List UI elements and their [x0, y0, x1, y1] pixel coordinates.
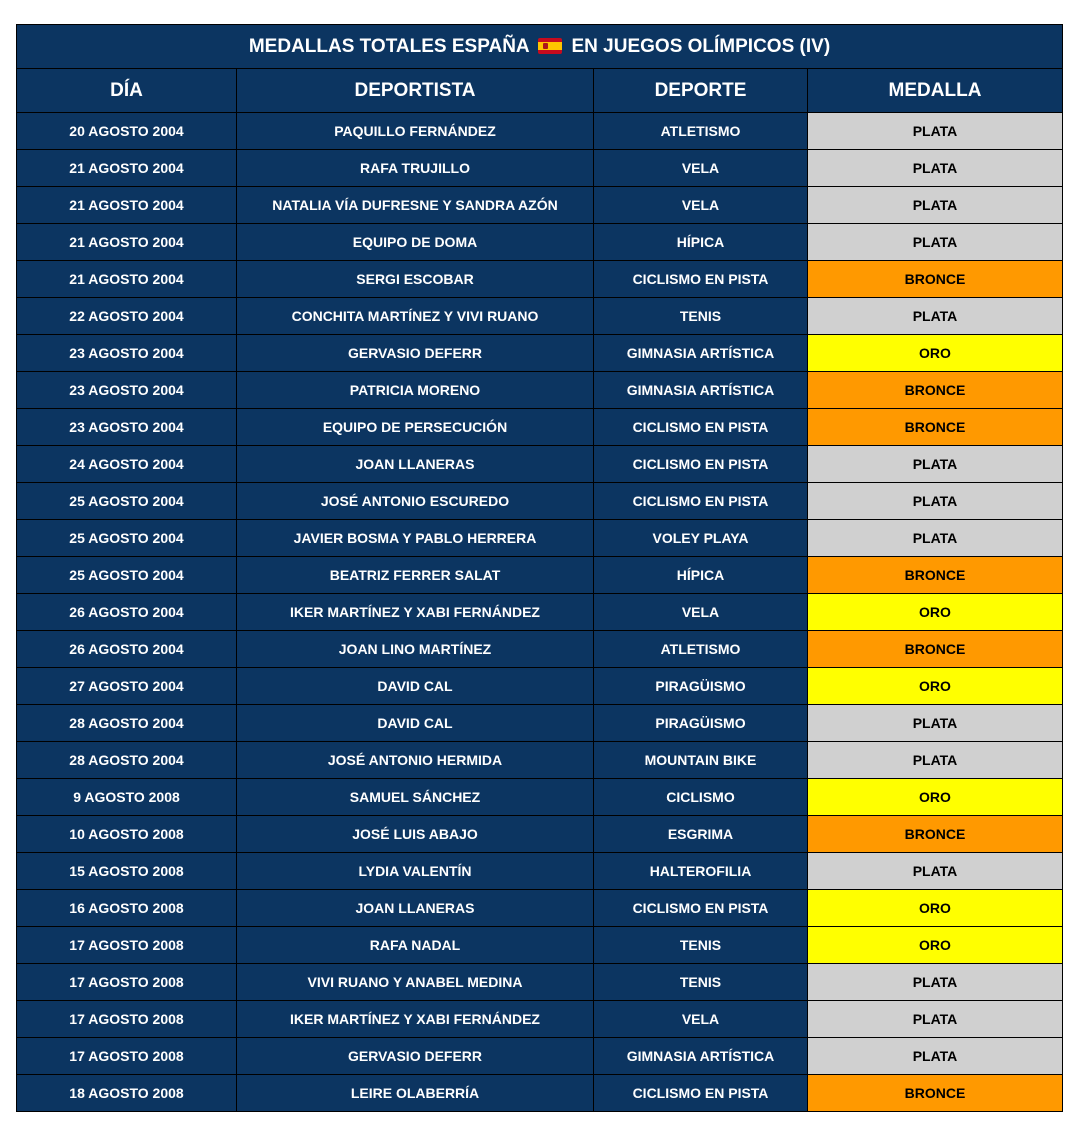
- cell-deporte: VELA: [594, 594, 808, 631]
- cell-deporte: VOLEY PLAYA: [594, 520, 808, 557]
- table-row: [17, 927, 1063, 964]
- cell-medalla: PLATA: [808, 446, 1063, 483]
- cell-deportista: JOSÉ ANTONIO ESCUREDO: [237, 483, 594, 520]
- cell-deportista: EQUIPO DE PERSECUCIÓN: [237, 409, 594, 446]
- table-row: [17, 483, 1063, 520]
- cell-medalla: PLATA: [808, 187, 1063, 224]
- table-row: [17, 816, 1063, 853]
- cell-dia: 27 AGOSTO 2004: [17, 668, 237, 705]
- cell-dia: 17 AGOSTO 2008: [17, 964, 237, 1001]
- table-title: [17, 25, 1063, 69]
- cell-deportista: JOSÉ ANTONIO HERMIDA: [237, 742, 594, 779]
- table-row: [17, 594, 1063, 631]
- cell-dia: 26 AGOSTO 2004: [17, 631, 237, 668]
- cell-deportista: RAFA NADAL: [237, 927, 594, 964]
- cell-deportista: IKER MARTÍNEZ Y XABI FERNÁNDEZ: [237, 1001, 594, 1038]
- cell-deportista: GERVASIO DEFERR: [237, 335, 594, 372]
- cell-deporte: HÍPICA: [594, 557, 808, 594]
- cell-medalla: BRONCE: [808, 557, 1063, 594]
- cell-deportista: BEATRIZ FERRER SALAT: [237, 557, 594, 594]
- spain-flag-icon: [538, 38, 562, 54]
- cell-deporte: ATLETISMO: [594, 631, 808, 668]
- cell-dia: 18 AGOSTO 2008: [17, 1075, 237, 1112]
- cell-dia: 25 AGOSTO 2004: [17, 557, 237, 594]
- table-row: [17, 631, 1063, 668]
- cell-deportista: VIVI RUANO Y ANABEL MEDINA: [237, 964, 594, 1001]
- cell-deportista: SERGI ESCOBAR: [237, 261, 594, 298]
- cell-deporte: GIMNASIA ARTÍSTICA: [594, 1038, 808, 1075]
- cell-medalla: PLATA: [808, 1038, 1063, 1075]
- cell-dia: 21 AGOSTO 2004: [17, 150, 237, 187]
- cell-medalla: PLATA: [808, 150, 1063, 187]
- cell-medalla: PLATA: [808, 113, 1063, 150]
- cell-deporte: CICLISMO EN PISTA: [594, 409, 808, 446]
- cell-dia: 26 AGOSTO 2004: [17, 594, 237, 631]
- cell-dia: 23 AGOSTO 2004: [17, 409, 237, 446]
- cell-deporte: VELA: [594, 1001, 808, 1038]
- cell-dia: 21 AGOSTO 2004: [17, 224, 237, 261]
- table-row: [17, 705, 1063, 742]
- column-header-deportista: DEPORTISTA: [237, 69, 594, 113]
- cell-deporte: GIMNASIA ARTÍSTICA: [594, 372, 808, 409]
- cell-deportista: DAVID CAL: [237, 705, 594, 742]
- cell-deportista: LEIRE OLABERRÍA: [237, 1075, 594, 1112]
- cell-medalla: ORO: [808, 335, 1063, 372]
- title-row: [17, 25, 1063, 69]
- cell-deportista: JOSÉ LUIS ABAJO: [237, 816, 594, 853]
- cell-medalla: ORO: [808, 779, 1063, 816]
- cell-deporte: CICLISMO EN PISTA: [594, 261, 808, 298]
- cell-deportista: CONCHITA MARTÍNEZ Y VIVI RUANO: [237, 298, 594, 335]
- cell-deporte: CICLISMO: [594, 779, 808, 816]
- cell-dia: 17 AGOSTO 2008: [17, 1001, 237, 1038]
- cell-deporte: VELA: [594, 187, 808, 224]
- table-row: [17, 890, 1063, 927]
- cell-dia: 15 AGOSTO 2008: [17, 853, 237, 890]
- table-row: [17, 335, 1063, 372]
- cell-medalla: ORO: [808, 668, 1063, 705]
- table-row: [17, 187, 1063, 224]
- cell-medalla: PLATA: [808, 742, 1063, 779]
- cell-deportista: JOAN LLANERAS: [237, 890, 594, 927]
- table-row: [17, 224, 1063, 261]
- cell-dia: 23 AGOSTO 2004: [17, 335, 237, 372]
- cell-medalla: PLATA: [808, 1001, 1063, 1038]
- cell-medalla: BRONCE: [808, 816, 1063, 853]
- column-header-dia: DÍA: [17, 69, 237, 113]
- cell-deportista: LYDIA VALENTÍN: [237, 853, 594, 890]
- table-body: [17, 113, 1063, 1112]
- table-row: [17, 520, 1063, 557]
- table-row: [17, 853, 1063, 890]
- cell-medalla: BRONCE: [808, 1075, 1063, 1112]
- cell-deporte: CICLISMO EN PISTA: [594, 890, 808, 927]
- cell-deportista: JOAN LLANERAS: [237, 446, 594, 483]
- cell-dia: 24 AGOSTO 2004: [17, 446, 237, 483]
- cell-deporte: TENIS: [594, 927, 808, 964]
- cell-medalla: BRONCE: [808, 372, 1063, 409]
- table-row: [17, 409, 1063, 446]
- cell-deportista: DAVID CAL: [237, 668, 594, 705]
- cell-dia: 10 AGOSTO 2008: [17, 816, 237, 853]
- cell-dia: 20 AGOSTO 2004: [17, 113, 237, 150]
- cell-dia: 28 AGOSTO 2004: [17, 742, 237, 779]
- cell-deportista: EQUIPO DE DOMA: [237, 224, 594, 261]
- cell-medalla: PLATA: [808, 705, 1063, 742]
- cell-medalla: PLATA: [808, 224, 1063, 261]
- cell-dia: 22 AGOSTO 2004: [17, 298, 237, 335]
- table-row: [17, 150, 1063, 187]
- cell-dia: 17 AGOSTO 2008: [17, 1038, 237, 1075]
- cell-deportista: SAMUEL SÁNCHEZ: [237, 779, 594, 816]
- column-header-medalla: MEDALLA: [808, 69, 1063, 113]
- table-row: [17, 964, 1063, 1001]
- cell-deportista: JOAN LINO MARTÍNEZ: [237, 631, 594, 668]
- cell-deporte: TENIS: [594, 298, 808, 335]
- cell-deporte: ATLETISMO: [594, 113, 808, 150]
- cell-medalla: BRONCE: [808, 409, 1063, 446]
- table-row: [17, 261, 1063, 298]
- cell-dia: 25 AGOSTO 2004: [17, 483, 237, 520]
- cell-deporte: GIMNASIA ARTÍSTICA: [594, 335, 808, 372]
- cell-deportista: IKER MARTÍNEZ Y XABI FERNÁNDEZ: [237, 594, 594, 631]
- cell-deporte: PIRAGÜISMO: [594, 668, 808, 705]
- cell-deportista: NATALIA VÍA DUFRESNE Y SANDRA AZÓN: [237, 187, 594, 224]
- cell-medalla: PLATA: [808, 853, 1063, 890]
- table-row: [17, 1075, 1063, 1112]
- cell-dia: 23 AGOSTO 2004: [17, 372, 237, 409]
- cell-deporte: HALTEROFILIA: [594, 853, 808, 890]
- cell-deporte: CICLISMO EN PISTA: [594, 1075, 808, 1112]
- cell-deporte: VELA: [594, 150, 808, 187]
- cell-dia: 21 AGOSTO 2004: [17, 261, 237, 298]
- table-row: [17, 372, 1063, 409]
- table-row: [17, 742, 1063, 779]
- cell-deporte: CICLISMO EN PISTA: [594, 483, 808, 520]
- cell-dia: 28 AGOSTO 2004: [17, 705, 237, 742]
- title-left: MEDALLAS TOTALES ESPAÑA: [248, 35, 529, 57]
- cell-deportista: PATRICIA MORENO: [237, 372, 594, 409]
- title-right: EN JUEGOS OLÍMPICOS (IV): [571, 35, 831, 57]
- medal-table: [16, 24, 1063, 1112]
- cell-dia: 9 AGOSTO 2008: [17, 779, 237, 816]
- cell-dia: 21 AGOSTO 2004: [17, 187, 237, 224]
- cell-deportista: RAFA TRUJILLO: [237, 150, 594, 187]
- cell-medalla: PLATA: [808, 483, 1063, 520]
- cell-medalla: PLATA: [808, 964, 1063, 1001]
- table-row: [17, 1001, 1063, 1038]
- header-row: [17, 69, 1063, 113]
- cell-deporte: TENIS: [594, 964, 808, 1001]
- cell-dia: 25 AGOSTO 2004: [17, 520, 237, 557]
- cell-deporte: HÍPICA: [594, 224, 808, 261]
- cell-deporte: MOUNTAIN BIKE: [594, 742, 808, 779]
- cell-deporte: ESGRIMA: [594, 816, 808, 853]
- cell-medalla: ORO: [808, 927, 1063, 964]
- table-row: [17, 298, 1063, 335]
- cell-medalla: BRONCE: [808, 631, 1063, 668]
- cell-deportista: GERVASIO DEFERR: [237, 1038, 594, 1075]
- table-row: [17, 779, 1063, 816]
- cell-deporte: PIRAGÜISMO: [594, 705, 808, 742]
- cell-medalla: ORO: [808, 890, 1063, 927]
- cell-medalla: ORO: [808, 594, 1063, 631]
- table-row: [17, 446, 1063, 483]
- column-header-deporte: DEPORTE: [594, 69, 808, 113]
- cell-deporte: CICLISMO EN PISTA: [594, 446, 808, 483]
- cell-medalla: PLATA: [808, 298, 1063, 335]
- cell-medalla: PLATA: [808, 520, 1063, 557]
- cell-dia: 16 AGOSTO 2008: [17, 890, 237, 927]
- table-row: [17, 668, 1063, 705]
- cell-medalla: BRONCE: [808, 261, 1063, 298]
- table-row: [17, 113, 1063, 150]
- table-row: [17, 1038, 1063, 1075]
- cell-deportista: JAVIER BOSMA Y PABLO HERRERA: [237, 520, 594, 557]
- cell-dia: 17 AGOSTO 2008: [17, 927, 237, 964]
- cell-deportista: PAQUILLO FERNÁNDEZ: [237, 113, 594, 150]
- table-row: [17, 557, 1063, 594]
